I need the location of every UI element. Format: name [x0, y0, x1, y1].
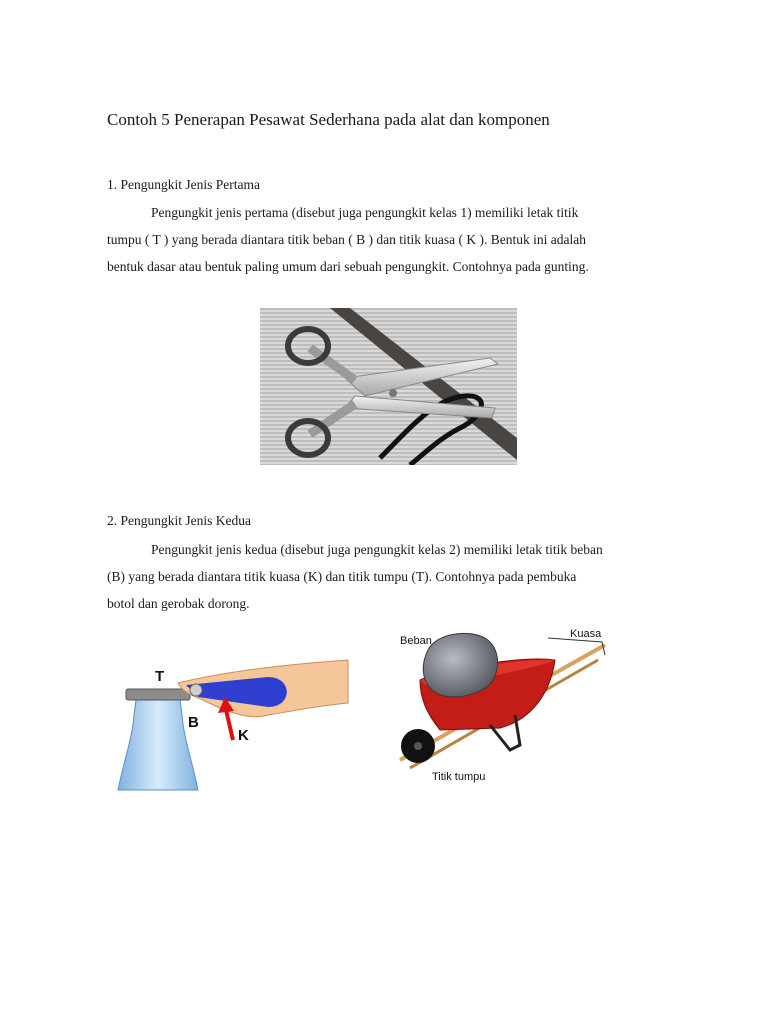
section2-paragraph	[107, 536, 647, 617]
label-b: B	[188, 714, 199, 731]
kuasa-bracket	[548, 638, 605, 655]
rock-load	[423, 633, 497, 697]
force-arrow	[226, 710, 233, 740]
pivot-screw	[389, 389, 397, 397]
paragraph-line: tumpu ( T ) yang berada diantara titik beban ( B ) dan titik kuasa ( K ). Bentuk ini adalah	[107, 232, 586, 247]
section1-heading: 1. Pengungkit Jenis Pertama	[107, 177, 260, 192]
wheel-hub	[414, 742, 422, 750]
paragraph-line: Pengungkit jenis pertama (disebut juga pengungkit kelas 1) memiliki letak titik	[151, 205, 579, 220]
section2-heading: 2. Pengungkit Jenis Kedua	[107, 513, 251, 528]
wheelbarrow-figure	[380, 620, 630, 795]
page-title: Contoh 5 Penerapan Pesawat Sederhana pada alat dan komponen	[107, 110, 550, 129]
bottle-opener-figure	[108, 655, 353, 795]
opener-head	[190, 684, 202, 696]
section1-paragraph	[107, 199, 647, 280]
paragraph-line: Pengungkit jenis kedua (disebut juga pengungkit kelas 2) memiliki letak titik beban	[151, 542, 603, 557]
scissors-photo	[260, 308, 517, 465]
paragraph-line: botol dan gerobak dorong.	[107, 596, 250, 611]
bottle	[118, 700, 198, 790]
bottle-cap	[126, 689, 190, 700]
label-titik-tumpu: Titik tumpu	[432, 771, 486, 783]
label-beban: Beban	[400, 635, 432, 647]
label-kuasa: Kuasa	[570, 628, 602, 640]
label-k: K	[238, 727, 249, 744]
paragraph-line: (B) yang berada diantara titik kuasa (K) dan titik tumpu (T). Contohnya pada pembuka	[107, 569, 577, 584]
label-t: T	[155, 668, 165, 685]
paragraph-line: bentuk dasar atau bentuk paling umum dari sebuah pengungkit. Contohnya pada gunting.	[107, 259, 589, 274]
